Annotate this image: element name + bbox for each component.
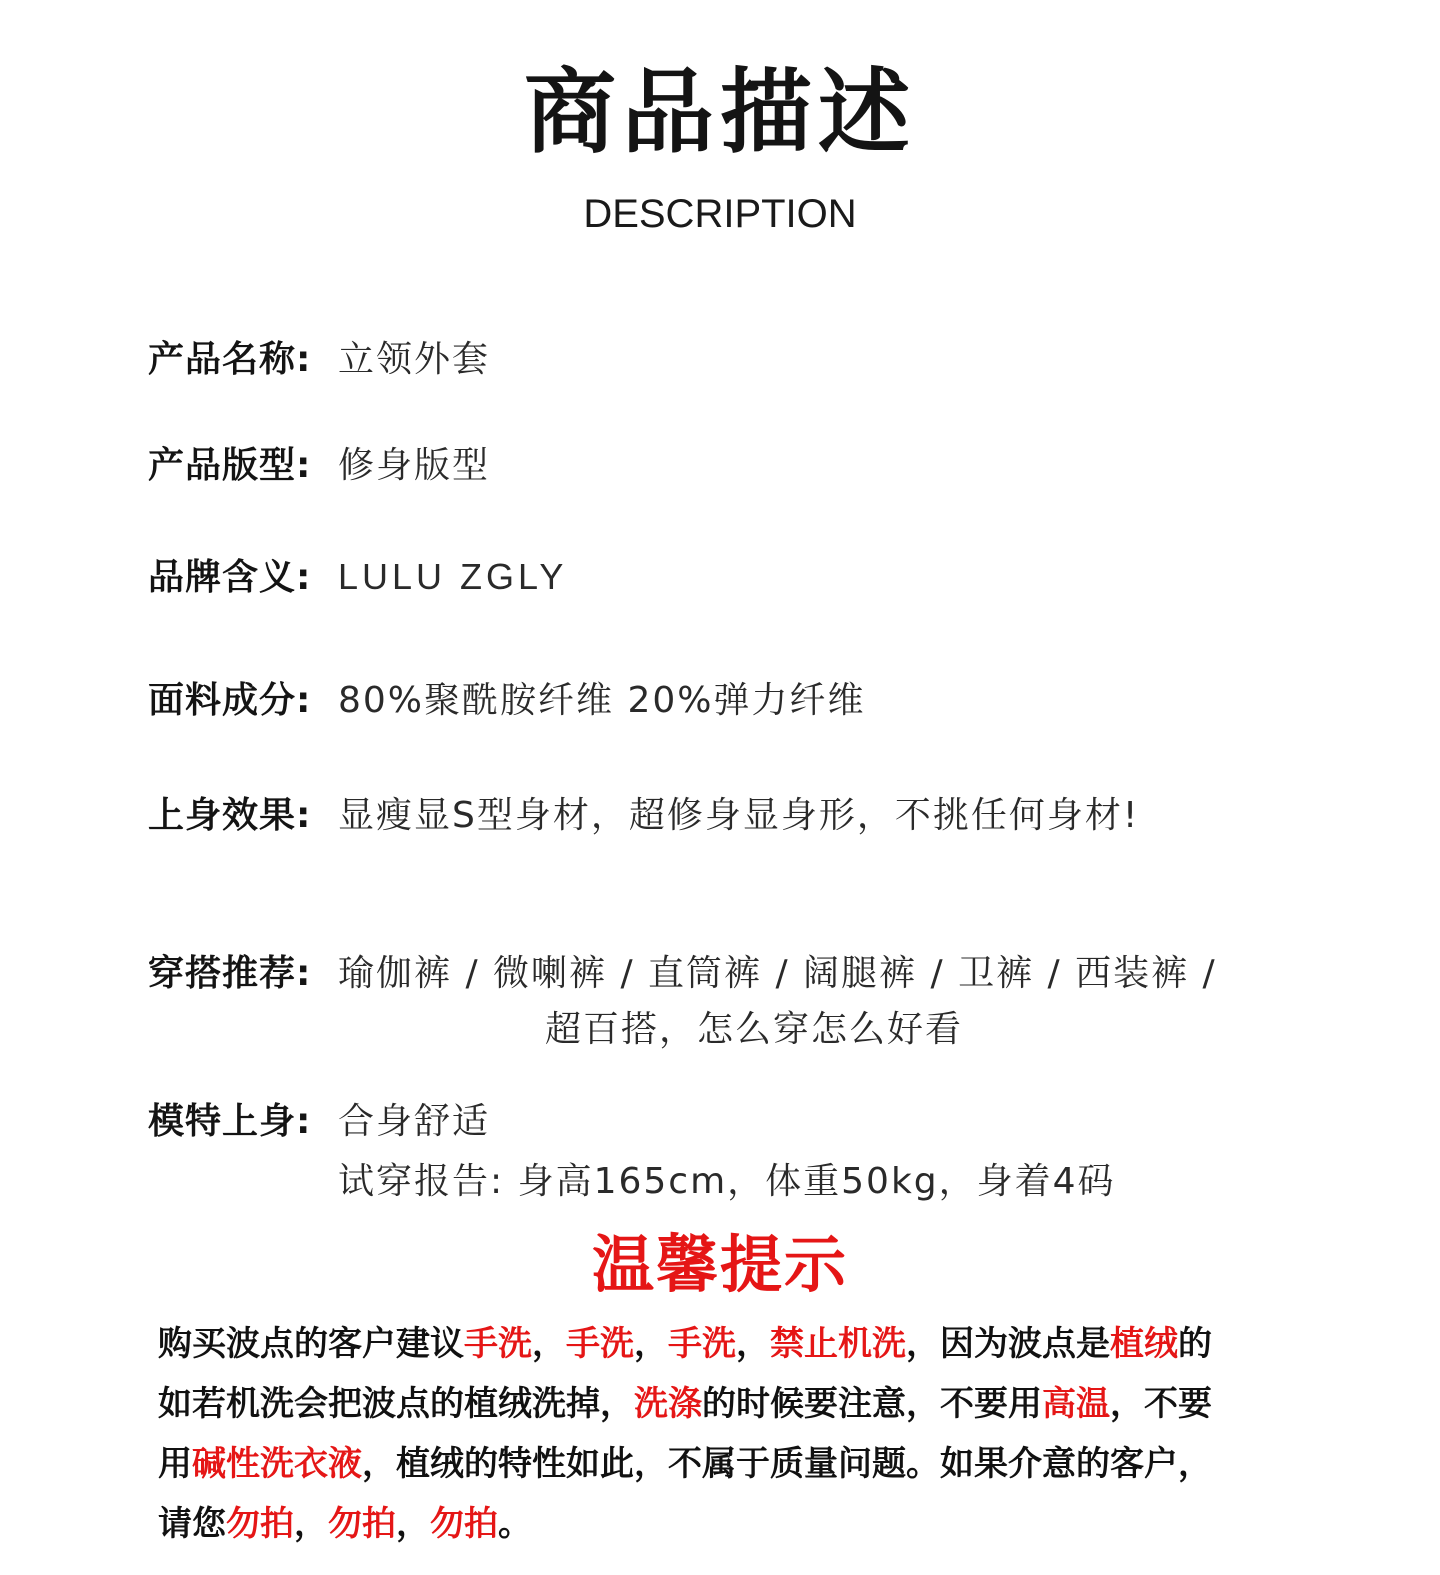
- notice-line-2: 如若机洗会把波点的植绒洗掉，洗涤的时候要注意，不要用高温，不要: [158, 1384, 1212, 1424]
- spec-value-name: 立领外套: [338, 339, 491, 380]
- notice-line-4: 请您勿拍，勿拍，勿拍。: [158, 1504, 532, 1544]
- spec-row-model: [148, 1100, 490, 1144]
- spec-label-match: 穿搭推荐:: [148, 953, 312, 994]
- spec-label-brand: 品牌含义:: [148, 557, 312, 598]
- spec-row-fabric: [148, 679, 865, 723]
- spec-value-brand: LULU ZGLY: [338, 556, 568, 597]
- spec-label-fabric: 面料成分:: [148, 680, 312, 721]
- spec-value-model-report: 试穿报告: 身高165cm，体重50kg，身着4码: [338, 1161, 1116, 1202]
- notice-line-3: 用碱性洗衣液，植绒的特性如此，不属于质量问题。如果介意的客户，: [158, 1444, 1212, 1484]
- spec-value-fabric: 80%聚酰胺纤维 20%弹力纤维: [338, 680, 866, 721]
- notice-line-1: 购买波点的客户建议手洗，手洗，手洗，禁止机洗，因为波点是植绒的: [158, 1324, 1212, 1364]
- spec-row-brand: [148, 555, 567, 600]
- spec-value-match-cont: 超百搭，怎么穿怎么好看: [545, 1009, 964, 1050]
- spec-label-model: 模特上身:: [148, 1101, 312, 1142]
- spec-label-effect: 上身效果:: [148, 795, 312, 836]
- spec-row-name: [148, 338, 490, 382]
- spec-value-match: 瑜伽裤 / 微喇裤 / 直筒裤 / 阔腿裤 / 卫裤 / 西装裤 /: [338, 953, 1217, 994]
- notice-title: 温馨提示: [591, 1228, 848, 1301]
- spec-value-effect: 显瘦显S型身材，超修身显身形，不挑任何身材!: [338, 795, 1140, 836]
- spec-label-name: 产品名称:: [148, 339, 312, 380]
- spec-label-fit: 产品版型:: [148, 445, 312, 486]
- page-title: 商品描述: [523, 59, 916, 166]
- page-subtitle: DESCRIPTION: [583, 192, 857, 236]
- spec-value-model: 合身舒适: [338, 1101, 491, 1142]
- spec-value-fit: 修身版型: [338, 445, 491, 486]
- spec-row-effect: [148, 794, 1139, 838]
- spec-row-match: [148, 952, 1217, 996]
- spec-row-fit: [148, 444, 490, 488]
